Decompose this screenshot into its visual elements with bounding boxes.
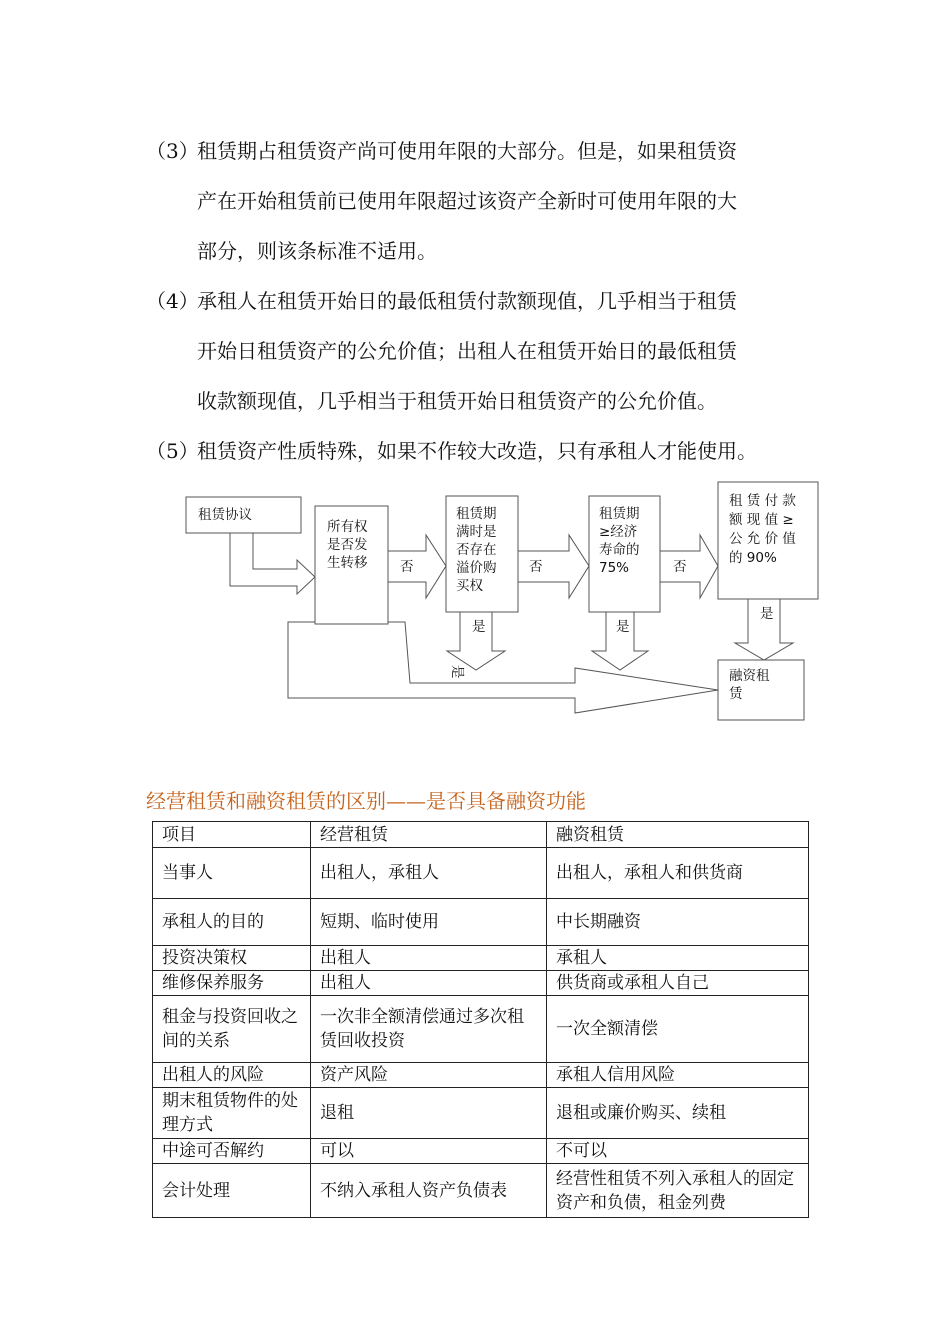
comparison-table — [152, 821, 809, 1218]
present-value-line-2: 额 现 值 ≥ — [729, 512, 794, 528]
section-title: 经营租赁和融资租赁的区别——是否具备融资功能 — [146, 789, 586, 813]
table-cell: 维修保养服务 — [153, 971, 311, 996]
agreement-label: 租赁协议 — [198, 507, 252, 523]
table-cell: 一次非全额清偿通过多次租赁回收投资 — [311, 996, 547, 1063]
table-row — [153, 1164, 809, 1218]
no-label-3: 否 — [673, 559, 687, 575]
present-value-line-4: 的 90% — [729, 550, 777, 566]
table-row — [153, 971, 809, 996]
table-cell: 资产风险 — [311, 1063, 547, 1088]
lease-term-line-2: ≥经济 — [599, 524, 638, 540]
table-header-row — [153, 822, 809, 848]
table-cell: 中长期融资 — [547, 899, 809, 946]
finance-lease-line-2: 赁 — [729, 686, 743, 702]
criterion-line: 租赁资产性质特殊，如果不作较大改造，只有承租人才能使用。 — [197, 439, 757, 463]
yes-label-1: 是 — [449, 665, 465, 679]
table-row — [153, 848, 809, 899]
table-cell: 一次全额清偿 — [547, 996, 809, 1063]
table-cell: 承租人 — [547, 946, 809, 971]
yes-label-2: 是 — [472, 619, 486, 635]
table-cell: 退租 — [311, 1088, 547, 1139]
yes-label-4: 是 — [760, 606, 774, 622]
criterion-line: 承租人在租赁开始日的最低租赁付款额现值，几乎相当于租赁 — [197, 289, 737, 313]
criterion-4-line-3: 收款额现值，几乎相当于租赁开始日租赁资产的公允价值。 — [197, 389, 717, 413]
yes-label-3: 是 — [616, 619, 630, 635]
table-cell: 会计处理 — [153, 1164, 311, 1218]
ownership-line-1: 所有权 — [327, 519, 368, 535]
criterion-line: 租赁期占租赁资产尚可使用年限的大部分。但是，如果租赁资 — [197, 139, 737, 163]
table-cell: 不纳入承租人资产负债表 — [311, 1164, 547, 1218]
table-cell: 出租人 — [311, 971, 547, 996]
table-cell: 供货商或承租人自己 — [547, 971, 809, 996]
criterion-3-line-3: 部分，则该条标准不适用。 — [197, 239, 437, 263]
table-cell: 出租人，承租人和供货商 — [547, 848, 809, 899]
table-cell: 投资决策权 — [153, 946, 311, 971]
table-row — [153, 899, 809, 946]
lease-term-line-4: 75% — [599, 560, 630, 576]
lease-term-line-3: 寿命的 — [599, 542, 640, 558]
purchase-option-line-5: 买权 — [456, 578, 483, 594]
no-arrow-1 — [388, 535, 446, 598]
ownership-line-3: 生转移 — [327, 555, 368, 571]
lease-term-line-1: 租赁期 — [599, 506, 640, 522]
purchase-option-line-2: 满时是 — [456, 524, 497, 540]
table-cell: 出租人的风险 — [153, 1063, 311, 1088]
table-cell: 承租人的目的 — [153, 899, 311, 946]
table-cell: 出租人，承租人 — [311, 848, 547, 899]
header-cell: 经营租赁 — [311, 822, 547, 848]
purchase-option-line-4: 溢价购 — [456, 560, 497, 576]
present-value-line-3: 公 允 价 值 — [729, 531, 796, 547]
present-value-line-1: 租 赁 付 款 — [729, 493, 796, 509]
no-label-2: 否 — [529, 559, 543, 575]
yes-arrow-1 — [288, 622, 718, 713]
table-cell: 经营性租赁不列入承租人的固定资产和负债，租金列费 — [547, 1164, 809, 1218]
table-cell: 退租或廉价购买、续租 — [547, 1088, 809, 1139]
no-arrow-3 — [660, 535, 718, 598]
table-row — [153, 946, 809, 971]
criterion-3-line-2: 产在开始租赁前已使用年限超过该资产全新时可使用年限的大 — [197, 189, 737, 213]
table-cell: 不可以 — [547, 1139, 809, 1164]
criterion-number: （4） — [146, 289, 199, 313]
table-cell: 可以 — [311, 1139, 547, 1164]
criterion-4-line-2: 开始日租赁资产的公允价值；出租人在租赁开始日的最低租赁 — [197, 339, 737, 363]
table-cell: 租金与投资回收之间的关系 — [153, 996, 311, 1063]
table-cell: 期末租赁物件的处理方式 — [153, 1088, 311, 1139]
ownership-line-2: 是否发 — [327, 537, 368, 553]
table-row — [153, 996, 809, 1063]
agreement-arrow — [230, 533, 315, 594]
table-cell: 当事人 — [153, 848, 311, 899]
purchase-option-line-1: 租赁期 — [456, 506, 497, 522]
purchase-option-line-3: 否存在 — [456, 542, 497, 558]
criterion-number: （5） — [146, 439, 199, 463]
table-row — [153, 1139, 809, 1164]
table-cell: 出租人 — [311, 946, 547, 971]
table-cell: 短期、临时使用 — [311, 899, 547, 946]
header-cell: 融资租赁 — [547, 822, 809, 848]
no-label-1: 否 — [400, 559, 414, 575]
table-cell: 中途可否解约 — [153, 1139, 311, 1164]
finance-lease-line-1: 融资租 — [729, 668, 770, 684]
criterion-number: （3） — [146, 139, 199, 163]
table-row — [153, 1063, 809, 1088]
table-row — [153, 1088, 809, 1139]
table-cell: 承租人信用风险 — [547, 1063, 809, 1088]
header-cell: 项目 — [153, 822, 311, 848]
